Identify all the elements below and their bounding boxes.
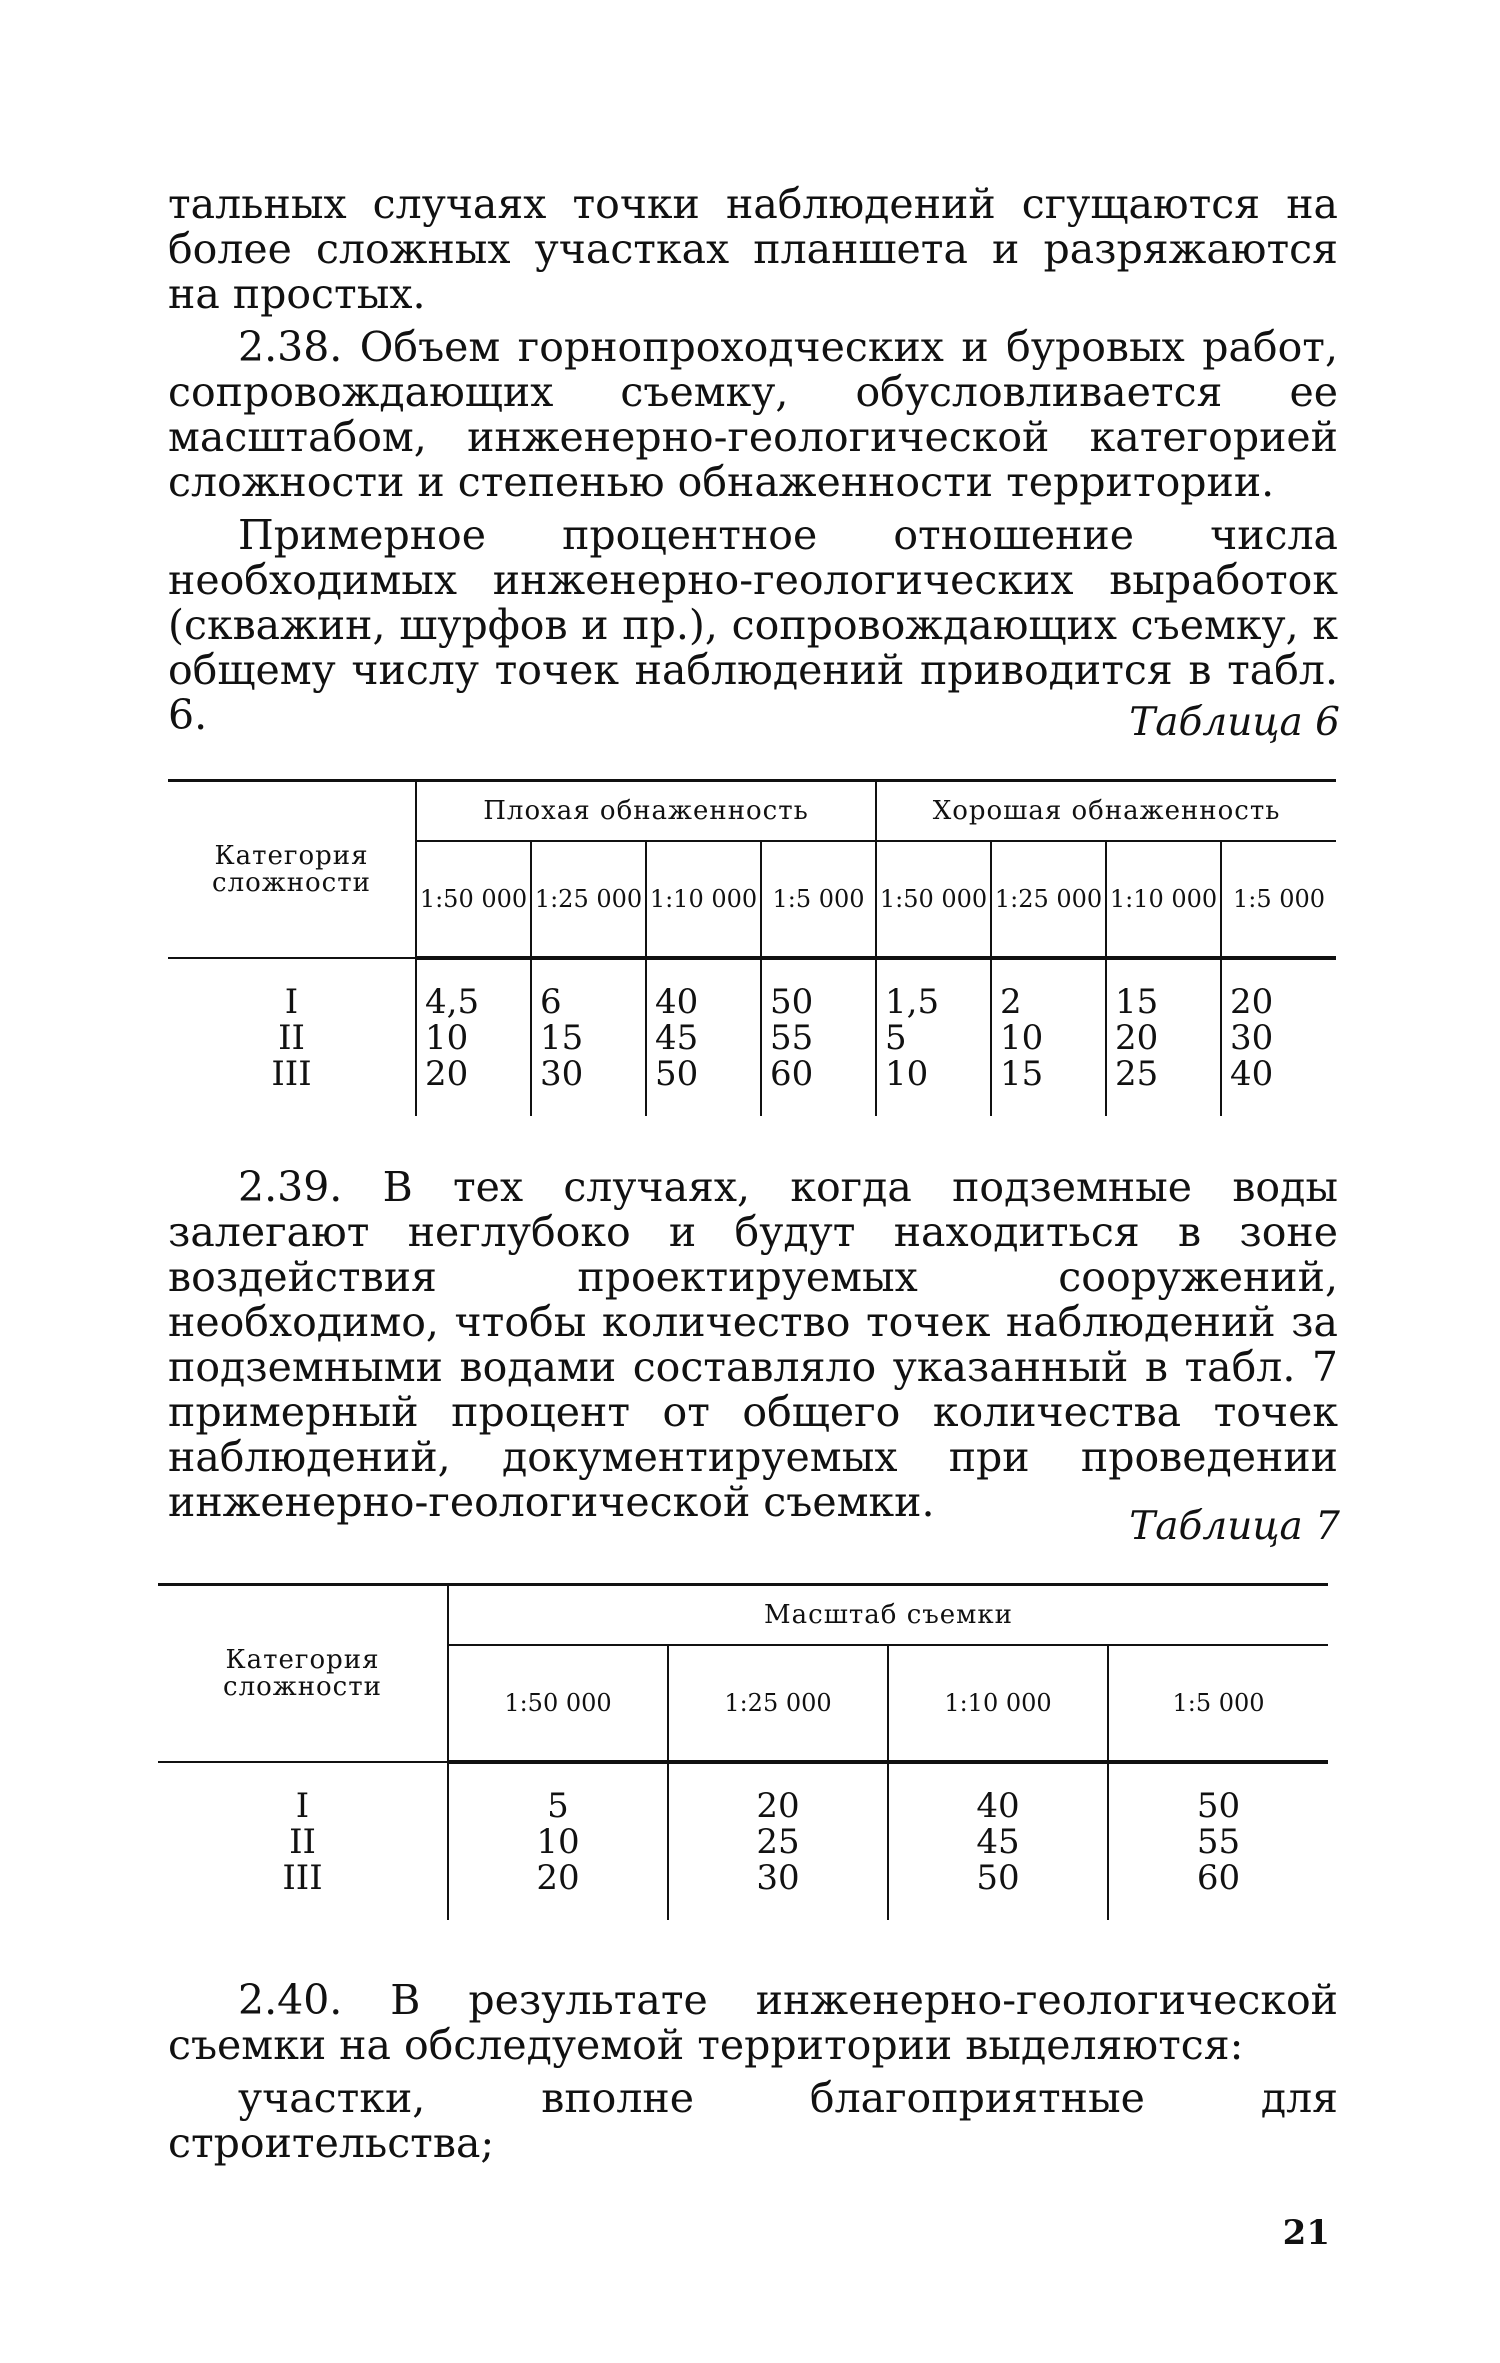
table-row xyxy=(158,1860,1328,1920)
table-row xyxy=(168,958,1336,1020)
value-cell: 15 xyxy=(991,1056,1106,1116)
value-cell: 5 xyxy=(876,1020,991,1056)
paragraph-2-39: 2.39. В тех случаях, когда подземные воды залегают неглубоко и будут находиться в зоне воздействия проектируемых сооружений, необходимо, чтобы количество точек наблюдений за подземными водами составляло указанный в табл. 7 примерный процент от общего количества точек наблюдений, документируемых при проведении инженерно-геологической съемки. xyxy=(168,1163,1338,1526)
category-header: Категория сложности xyxy=(158,1585,448,1763)
paragraph: Примерное процентное отношение числа необходимых инженерно-геологических выработок (скважин, шурфов и пр.), сопровождающих съемку, к общему числу точек наблюдений приводится в табл. 6. xyxy=(168,511,1338,739)
value-cell: 30 xyxy=(531,1056,646,1116)
category-cell: II xyxy=(289,1822,316,1862)
table-7 xyxy=(158,1583,1328,1920)
scale-header: 1:5 000 xyxy=(761,841,876,958)
table-row xyxy=(168,1056,1336,1116)
table-row xyxy=(158,1762,1328,1824)
value-cell: 50 xyxy=(646,1056,761,1116)
paragraph: тальных случаях точки наблюдений сгущаются на более сложных участках планшета и разряжаются на простых. xyxy=(168,180,1338,318)
text-block-top xyxy=(168,182,1338,738)
value-cell: 10 xyxy=(991,1020,1106,1056)
value-cell: 40 xyxy=(1221,1056,1336,1116)
table-6 xyxy=(168,779,1336,1116)
scale-header: 1:50 000 xyxy=(448,1645,668,1762)
scale-header: 1:10 000 xyxy=(888,1645,1108,1762)
scale-header: 1:50 000 xyxy=(416,841,531,958)
value-cell: 6 xyxy=(531,958,646,1020)
value-cell: 30 xyxy=(1221,1020,1336,1056)
value-cell: 1,5 xyxy=(876,958,991,1020)
scale-header: 1:10 000 xyxy=(1106,841,1221,958)
value-cell: 5 xyxy=(448,1762,668,1824)
value-cell: 45 xyxy=(646,1020,761,1056)
scale-header: 1:25 000 xyxy=(668,1645,888,1762)
scale-header: 1:5 000 xyxy=(1108,1645,1328,1762)
value-cell: 25 xyxy=(668,1824,888,1860)
scale-header: 1:50 000 xyxy=(876,841,991,958)
paragraph: участки, вполне благоприятные для строительства; xyxy=(168,2074,1338,2167)
scale-header: 1:5 000 xyxy=(1221,841,1336,958)
category-cell: III xyxy=(271,1054,312,1094)
value-cell: 55 xyxy=(761,1020,876,1056)
group-header-good-exposure: Хорошая обнаженность xyxy=(876,781,1336,842)
value-cell: 10 xyxy=(876,1056,991,1116)
group-header-survey-scale: Масштаб съемки xyxy=(448,1585,1328,1646)
value-cell: 40 xyxy=(888,1762,1108,1824)
value-cell: 10 xyxy=(416,1020,531,1056)
group-header-poor-exposure: Плохая обнаженность xyxy=(416,781,876,842)
value-cell: 45 xyxy=(888,1824,1108,1860)
value-cell: 50 xyxy=(888,1860,1108,1920)
value-cell: 4,5 xyxy=(416,958,531,1020)
scale-header: 1:10 000 xyxy=(646,841,761,958)
value-cell: 60 xyxy=(761,1056,876,1116)
value-cell: 60 xyxy=(1108,1860,1328,1920)
text-block-bottom xyxy=(168,1978,1338,2166)
value-cell: 20 xyxy=(668,1762,888,1824)
table-6-caption: Таблица 6 xyxy=(1129,700,1340,745)
text-block-middle xyxy=(168,1165,1338,1525)
value-cell: 25 xyxy=(1106,1056,1221,1116)
value-cell: 55 xyxy=(1108,1824,1328,1860)
value-cell: 2 xyxy=(991,958,1106,1020)
value-cell: 20 xyxy=(448,1860,668,1920)
value-cell: 15 xyxy=(1106,958,1221,1020)
category-cell: III xyxy=(282,1858,323,1898)
page-number: 21 xyxy=(1282,2213,1330,2253)
table-row xyxy=(168,1020,1336,1056)
value-cell: 50 xyxy=(761,958,876,1020)
value-cell: 20 xyxy=(1221,958,1336,1020)
scale-header: 1:25 000 xyxy=(531,841,646,958)
paragraph-2-38: 2.38. Объем горнопроходческих и буровых работ, сопровождающих съемку, обусловливается ее масштабом, инженерно-геологической категорией сложности и степенью обнаженности территории. xyxy=(168,323,1338,506)
value-cell: 30 xyxy=(668,1860,888,1920)
table-7-caption: Таблица 7 xyxy=(1129,1504,1340,1549)
scale-header: 1:25 000 xyxy=(991,841,1106,958)
table-row xyxy=(158,1824,1328,1860)
category-cell: I xyxy=(284,981,299,1022)
paragraph-2-40: 2.40. В результате инженерно-геологической съемки на обследуемой территории выделяются: xyxy=(168,1976,1338,2069)
value-cell: 20 xyxy=(1106,1020,1221,1056)
category-cell: II xyxy=(278,1018,305,1058)
value-cell: 15 xyxy=(531,1020,646,1056)
category-header: Категория сложности xyxy=(168,781,416,959)
value-cell: 10 xyxy=(448,1824,668,1860)
value-cell: 50 xyxy=(1108,1762,1328,1824)
category-cell: I xyxy=(295,1785,310,1826)
value-cell: 40 xyxy=(646,958,761,1020)
value-cell: 20 xyxy=(416,1056,531,1116)
